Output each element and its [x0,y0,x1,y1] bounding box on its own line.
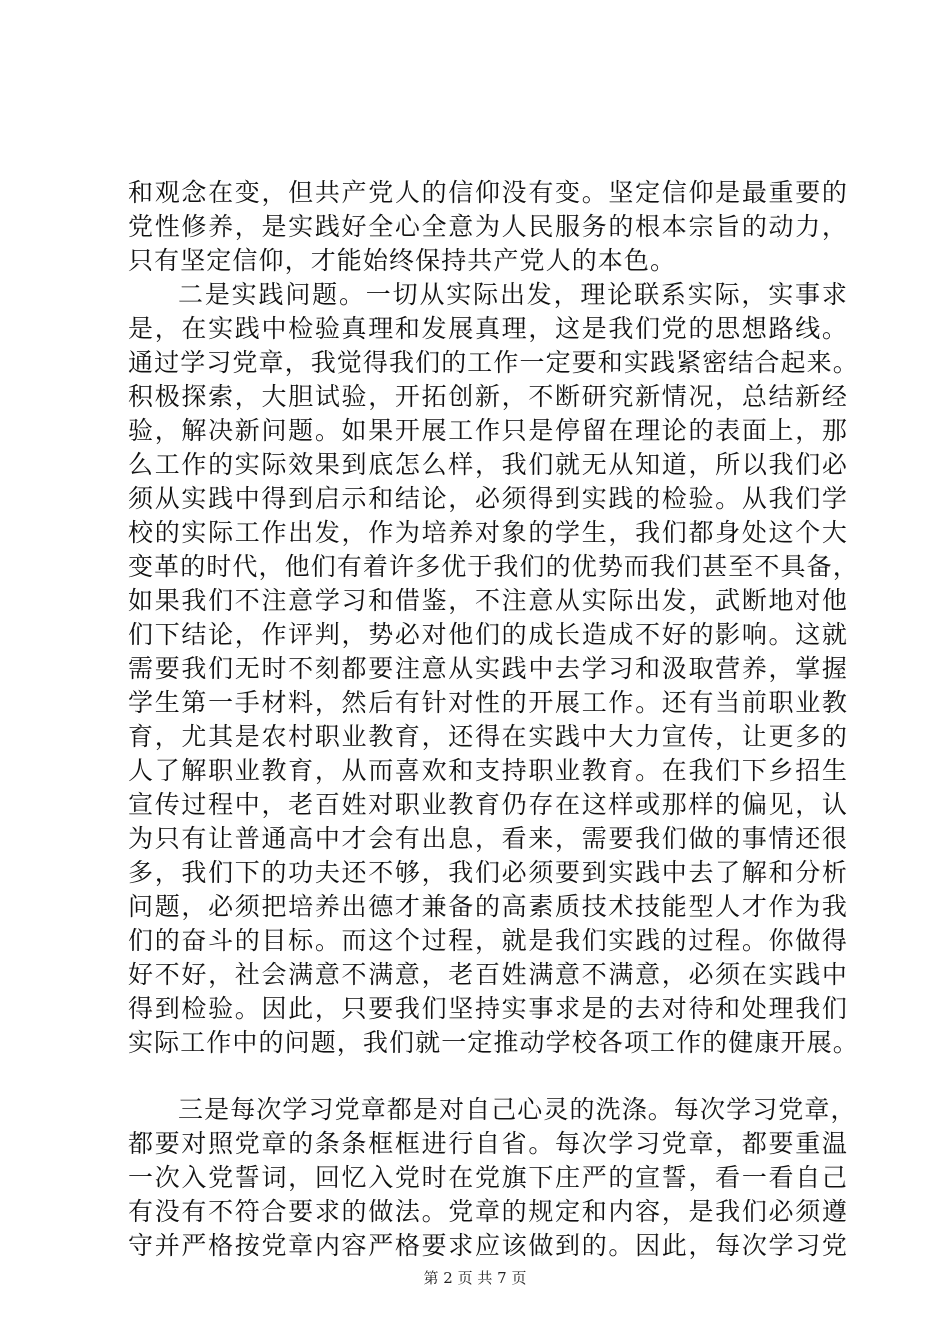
text-line: 通过学习党章，我觉得我们的工作一定要和实践紧密结合起来。 [128,348,859,377]
text-line: 学生第一手材料，然后有针对性的开展工作。还有当前职业教 [128,688,848,717]
text-line: 宣传过程中，老百姓对职业教育仍存在这样或那样的偏见，认 [128,790,848,819]
text-line: 们下结论，作评判，势必对他们的成长造成不好的影响。这就 [128,620,848,649]
text-line: 么工作的实际效果到底怎么样，我们就无从知道，所以我们必 [128,450,848,479]
text-line: 验，解决新问题。如果开展工作只是停留在理论的表面上，那 [128,416,848,445]
text-line: 有没有不符合要求的做法。党章的规定和内容，是我们必须遵 [128,1197,848,1226]
text-line: 需要我们无时不刻都要注意从实践中去学习和汲取营养，掌握 [128,654,848,683]
text-line: 校的实际工作出发，作为培养对象的学生，我们都身处这个大 [128,518,848,547]
text-line: 一次入党誓词，回忆入党时在党旗下庄严的宣誓，看一看自己 [128,1163,848,1192]
text-line: 多，我们下的功夫还不够，我们必须要到实践中去了解和分析 [128,858,848,887]
text-line: 都要对照党章的条条框框进行自省。每次学习党章，都要重温 [128,1129,848,1158]
text-line: 为只有让普通高中才会有出息，看来，需要我们做的事情还很 [128,824,848,853]
text-line: 积极探索，大胆试验，开拓创新，不断研究新情况，总结新经 [128,382,848,411]
text-line: 变革的时代，他们有着许多优于我们的优势而我们甚至不具备， [128,552,859,581]
text-line: 须从实践中得到启示和结论，必须得到实践的检验。从我们学 [128,484,848,513]
text-line: 问题，必须把培养出德才兼备的高素质技术技能型人才作为我 [128,892,848,921]
text-line: 守并严格按党章内容严格要求应该做到的。因此，每次学习党 [128,1231,848,1260]
text-line: 得到检验。因此，只要我们坚持实事求是的去对待和处理我们 [128,994,848,1023]
text-line: 和观念在变，但共产党人的信仰没有变。坚定信仰是最重要的 [128,178,848,207]
text-line: 人了解职业教育，从而喜欢和支持职业教育。在我们下乡招生 [128,756,848,785]
text-line: 是，在实践中检验真理和发展真理，这是我们党的思想路线。 [128,314,848,343]
text-line: 如果我们不注意学习和借鉴，不注意从实际出发，武断地对他 [128,586,848,615]
text-line: 好不好，社会满意不满意，老百姓满意不满意，必须在实践中 [128,960,848,989]
text-line: 育，尤其是农村职业教育，还得在实践中大力宣传，让更多的 [128,722,848,751]
text-line: 二是实践问题。一切从实际出发，理论联系实际，实事求 [178,280,848,309]
text-line: 只有坚定信仰，才能始终保持共产党人的本色。 [128,246,677,275]
text-line: 实际工作中的问题，我们就一定推动学校各项工作的健康开展。 [128,1028,859,1057]
text-line: 党性修养，是实践好全心全意为人民服务的根本宗旨的动力， [128,212,848,241]
text-line: 们的奋斗的目标。而这个过程，就是我们实践的过程。你做得 [128,926,848,955]
page-number-footer: 第 2 页 共 7 页 [423,1269,527,1287]
text-line: 三是每次学习党章都是对自己心灵的洗涤。每次学习党章， [178,1095,857,1124]
